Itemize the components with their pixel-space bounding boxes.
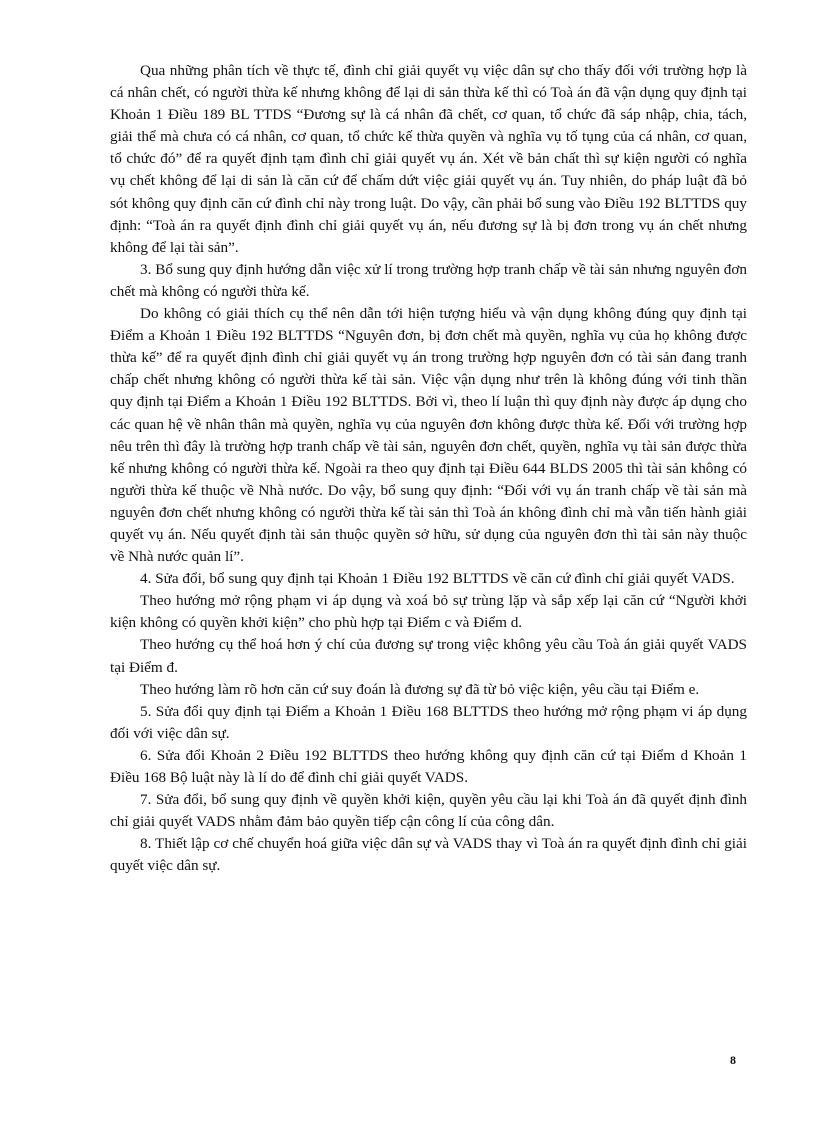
paragraph: 5. Sửa đổi quy định tại Điểm a Khoản 1 Điều 168 BLTTDS theo hướng mở rộng phạm vi áp dụng đối với việc dân sự. xyxy=(110,702,747,742)
body-text xyxy=(110,60,747,877)
paragraph: Theo hướng mở rộng phạm vi áp dụng và xoá bỏ sự trùng lặp và sắp xếp lại căn cứ “Người khởi kiện không có quyền khởi kiện” cho phù hợp tại Điểm c và Điểm d. xyxy=(110,592,747,632)
paragraph: Theo hướng làm rõ hơn căn cứ suy đoán là đương sự đã từ bỏ việc kiện, yêu cầu tại Điểm e. xyxy=(140,680,700,698)
paragraph: Do không có giải thích cụ thể nên dẫn tới hiện tượng hiểu và vận dụng không đúng quy định tại Điểm a Khoản 1 Điều 192 BLTTDS “Nguyên đơn, bị đơn chết mà quyền, nghĩa vụ của họ không được thừa kế” để ra quyết định đình chỉ giải quyết vụ án trong trường hợp nguyên đơn có tài sản đang tranh chấp chết nhưng không có người thừa kế tài sản. Việc vận dụng như trên là không đúng với tinh thần quy định tại Điểm a Khoản 1 Điều 192 BLTTDS. Bởi vì, theo lí luận thì quy định này được áp dụng cho các quan hệ về nhân thân mà quyền, nghĩa vụ của nguyên đơn không được thừa kế. Đối với trường hợp nêu trên thì đây là trường hợp tranh chấp về tài sản, nguyên đơn chết, quyền, nghĩa vụ tài sản được thừa kế nhưng không có người thừa kế. Ngoài ra theo quy định tại Điều 644 BLDS 2005 thì tài sản không có người thừa kế thuộc về Nhà nước. Do vậy, bổ sung quy định: “Đối với vụ án tranh chấp về tài sản mà nguyên đơn chết nhưng không có người thừa kế tài sản thì Toà án không đình chỉ mà vẫn tiến hành giải quyết vụ án. Nếu quyết định tài sản thuộc quyền sở hữu, sử dụng của nguyên đơn thì tài sản này thuộc về Nhà nước quản lí”. xyxy=(110,305,747,566)
paragraph: Theo hướng cụ thể hoá hơn ý chí của đương sự trong việc không yêu cầu Toà án giải quyết VADS tại Điểm đ. xyxy=(110,636,747,676)
paragraph: 8. Thiết lập cơ chế chuyển hoá giữa việc dân sự và VADS thay vì Toà án ra quyết định đình chỉ giải quyết việc dân sự. xyxy=(110,835,747,875)
page-number: 8 xyxy=(730,1053,736,1067)
paragraph: 4. Sửa đổi, bổ sung quy định tại Khoản 1 Điều 192 BLTTDS về căn cứ đình chỉ giải quyết VADS. xyxy=(140,570,735,588)
paragraph: 7. Sửa đổi, bổ sung quy định về quyền khởi kiện, quyền yêu cầu lại khi Toà án đã quyết định đình chỉ giải quyết VADS nhằm đảm bảo quyền tiếp cận công lí của công dân. xyxy=(110,791,747,831)
paragraph: Qua những phân tích về thực tế, đình chỉ giải quyết vụ việc dân sự cho thấy đối với trường hợp là cá nhân chết, có người thừa kế nhưng không để lại di sản thừa kế thì có Toà án đã vận dụng quy định tại Khoản 1 Điều 189 BL TTDS “Đương sự là cá nhân đã chết, cơ quan, tổ chức đã sáp nhập, chia, tách, giải thể mà chưa có cá nhân, cơ quan, tổ chức kế thừa quyền và nghĩa vụ tố tụng của cá nhân, cơ quan, tổ chức đó” để ra quyết định tạm đình chỉ giải quyết vụ án. Xét về bản chất thì sự kiện người có nghĩa vụ chết không để lại di sản là căn cứ để chấm dứt việc giải quyết vụ án. Tuy nhiên, do pháp luật đã bỏ sót không quy định căn cứ đình chỉ này trong luật. Do vậy, cần phải bổ sung vào Điều 192 BLTTDS quy định: “Toà án ra quyết định đình chỉ giải quyết vụ án, nếu đương sự là bị đơn trong vụ án chết nhưng không để lại tài sản”. xyxy=(110,62,747,256)
paragraph: 6. Sửa đổi Khoản 2 Điều 192 BLTTDS theo hướng không quy định căn cứ tại Điểm d Khoản 1 Điều 168 Bộ luật này là lí do để đình chỉ giải quyết VADS. xyxy=(110,746,747,786)
paragraph: 3. Bổ sung quy định hướng dẫn việc xử lí trong trường hợp tranh chấp về tài sản nhưng nguyên đơn chết mà không có người thừa kế. xyxy=(110,260,747,300)
